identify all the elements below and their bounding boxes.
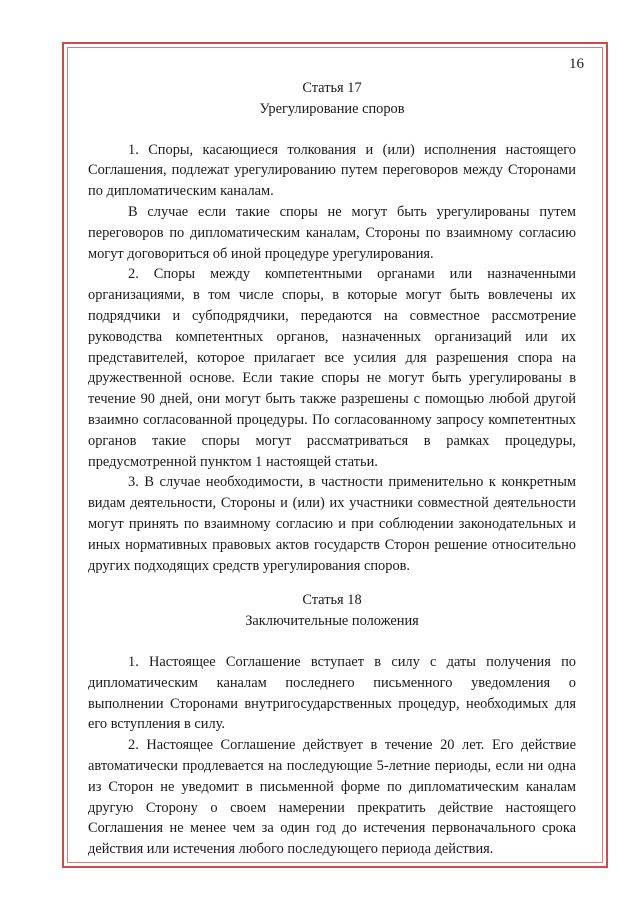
article-17-paragraph-3: 3. В случае необходимости, в частности применительно к конкретным видам деятельности, Стороны и (или) их участники совместной деятельности могут принять по взаимному согласию и при соблюдении законодательных и иных нормативных правовых актов государств Сторон решение относительно других подходящих средств урегулирования споров. <box>88 474 576 574</box>
page-number: 16 <box>569 56 584 72</box>
article-17-paragraph-1b: В случае если такие споры не могут быть урегулированы путем переговоров по дипломатическим каналам, Стороны по взаимному согласию могут договориться об иной процедуре урегулирования. <box>88 203 576 262</box>
article-17-paragraph-1: 1. Споры, касающиеся толкования и (или) исполнения настоящего Соглашения, подлежат урегулированию путем переговоров между Сторонами по дипломатическим каналам. <box>88 141 576 200</box>
article-18-title: Заключительные положения <box>245 613 419 630</box>
article-18-paragraph-2: 2. Настоящее Соглашение действует в течение 20 лет. Его действие автоматически продлевается на последующие 5-летние периоды, если ни одна из Сторон не уведомит в письменной форме по дипломатическим каналам другую Сторону о своем намерении прекратить действие настоящего Соглашения не менее чем за один год до истечения первоначального срока действия или истечения любого последующего периода действия. <box>88 737 576 858</box>
article-18-paragraph-1: 1. Настоящее Соглашение вступает в силу с даты получения по дипломатическим каналам последнего письменного уведомления о выполнении Сторонами внутригосударственных процедур, необходимых для его вступления в силу. <box>88 653 576 733</box>
article-18-number: Статья 18 <box>302 592 362 609</box>
document-body <box>88 78 576 860</box>
article-18-section <box>88 590 576 860</box>
article-17-paragraph-2: 2. Споры между компетентными органами или назначенными организациями, в том числе споры, в которые могут быть вовлечены их подрядчики и субподрядчики, передаются на совместное рассмотрение руководства компетентных органов, назначенных организаций или их представителей, которое прилагает все усилия для разрешения спора на дружественной основе. Если такие споры не могут быть урегулированы в течение 90 дней, они могут быть также разрешены с помощью любой другой взаимно согласованной процедуры. По согласованному запросу компетентных органов такие споры могут рассматриваться в рамках процедуры, предусмотренной пунктом 1 настоящей статьи. <box>88 266 576 470</box>
article-17-title: Урегулирование споров <box>259 100 405 117</box>
article-17-number: Статья 17 <box>302 80 362 96</box>
article-17-section <box>88 78 576 576</box>
